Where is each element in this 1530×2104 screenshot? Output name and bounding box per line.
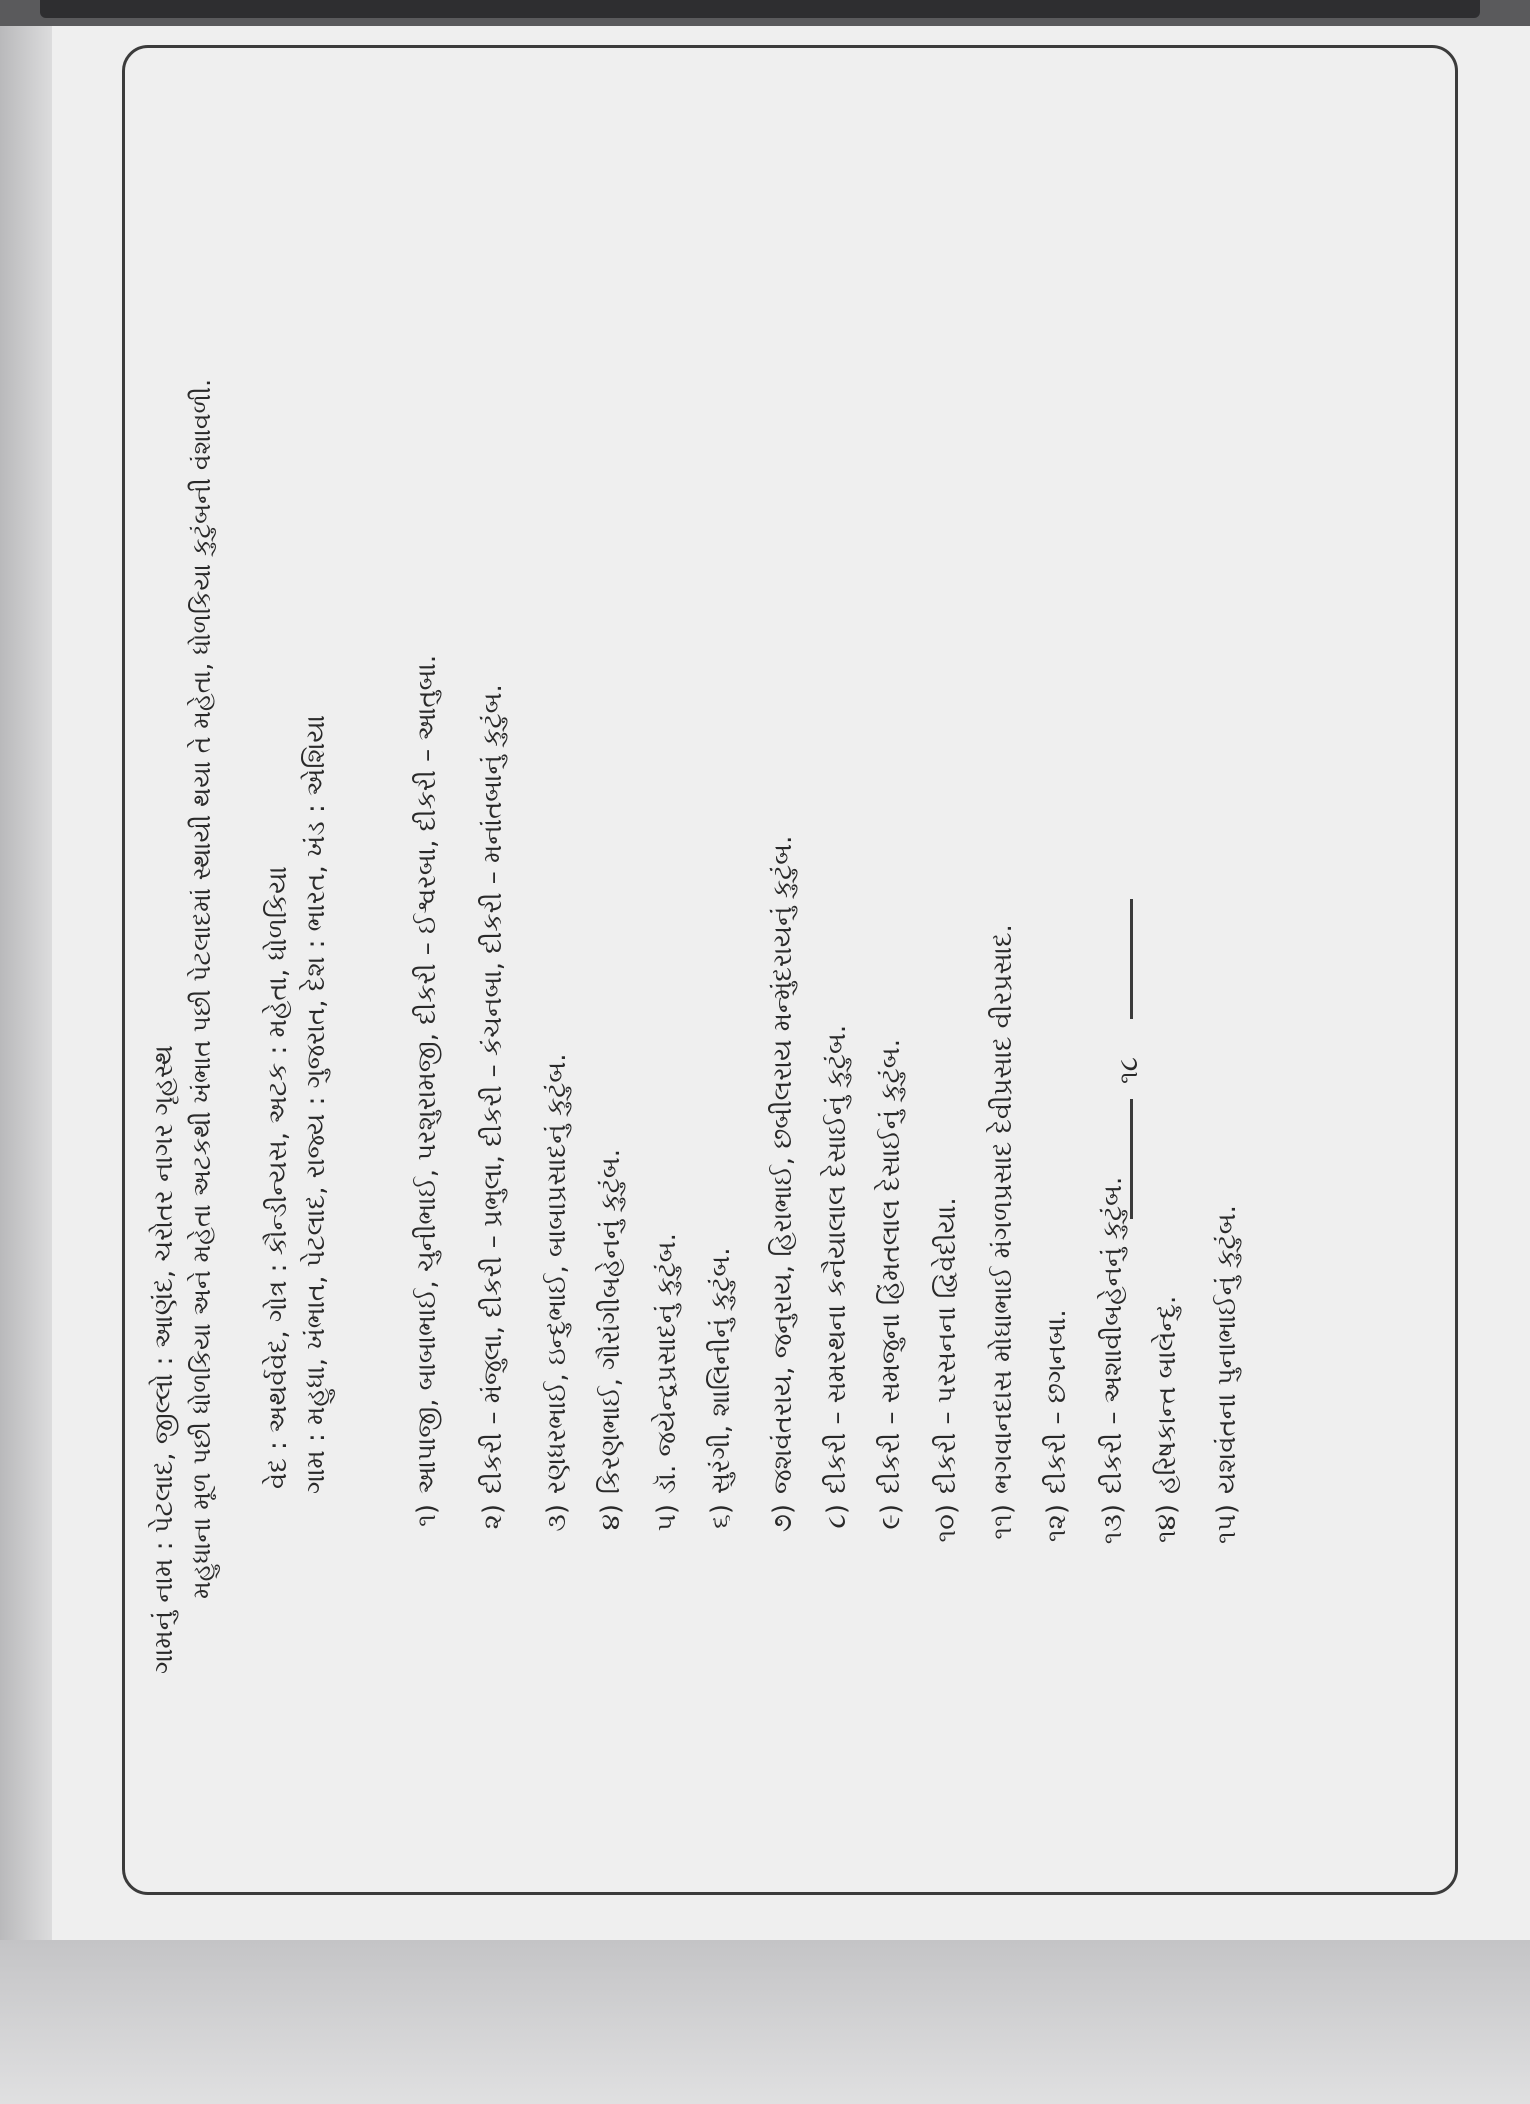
list-item-number: ૪)	[596, 1504, 626, 1531]
list-item-text: હરિષકાન્ત બાલેન્દુ.	[1152, 1295, 1182, 1494]
list-item-number: ૫)	[652, 1504, 682, 1532]
list-item-text: દીકરી – અશાવીબહેનનું કુટુંબ.	[1098, 1176, 1128, 1494]
list-item-text: રણધરભાઈ, ઇન્દુભાઈ, બાબાપ્રસાદનું કુટુંબ.	[542, 1053, 572, 1494]
list-item-number: ૭)	[768, 1504, 798, 1533]
list-item-number: ૬)	[706, 1504, 736, 1529]
list-item-text: દીકરી – સમરથના કનૈયાલાલ દેસાઈનું કુટુંબ.	[822, 1024, 852, 1494]
list-item-text: દીકરી – સમજુના હિંમતલાલ દેસાઈનું કુટુંબ.	[876, 1039, 906, 1494]
list-item-text: યશવંતના પુનાભાઈનું કુટુંબ.	[1212, 1205, 1242, 1494]
list-item-number: ૧૪)	[1152, 1504, 1182, 1544]
page-number-rule-right	[1130, 899, 1133, 1019]
list-item-text: દીકરી – છગનબા.	[1042, 1309, 1072, 1494]
page-number-rule-left	[1130, 1099, 1133, 1219]
heading-line-1: ગામનું નામ : પેટલાદ, જીલ્લો : આણંદ, ચરોતર નાગર ગૃહસ્થ	[149, 1045, 179, 1674]
list-item-text: આપાજી, બાબાભાઈ, ચુનીભાઈ, પરશુરામજી, દીકરી – ઈશ્વરબા, દીકરી – આતુબા.	[412, 654, 442, 1494]
list-item-number: ૧૫)	[1212, 1504, 1242, 1544]
list-item-number: ૨)	[478, 1504, 508, 1530]
list-item-number: ૧૩)	[1098, 1504, 1128, 1545]
list-item-number: ૧૦)	[932, 1504, 962, 1543]
list-item-text: કિરણભાઈ, ગૌરાંગીબહેનનું કુટુંબ.	[596, 1148, 626, 1494]
list-item-number: ૩)	[542, 1504, 572, 1532]
list-item-text: દીકરી – પરસનના દ્વિવેદીયા.	[932, 1197, 962, 1494]
list-item-text: સુરંગી, શાલિનીનું કુટુંબ.	[706, 1247, 736, 1494]
list-item-text: ભગવાનદાસ મોઘાભાઈ મંગળપ્રસાદ દેવીપ્રસાદ વીરપ્રસાદ.	[988, 924, 1018, 1494]
list-item-text: ડૉ. જયેન્દ્રપ્રસાદનું કુટુંબ.	[652, 1233, 682, 1494]
scan-top-edge	[0, 0, 1530, 26]
heading-line-2: મહુધાના મૂળ પછી ધોળકિયા અને મહેતા અટકથી ખંભાત પછી પેટલાદમાં સ્થાયી થયા તે મહેતા, ધોળકિયા કુટુંબની વંશાવળી.	[187, 378, 216, 1599]
scan-top-edge-inner	[40, 0, 1480, 18]
rotated-content	[0, 104, 1530, 2104]
meta-line-1: વેદ : અથર્વવેદ, ગોત્ર : કૌન્ડીન્યસ, અટક : મહેતા, ધોળકિયા	[263, 866, 293, 1489]
list-item-number: ૮)	[822, 1504, 852, 1529]
list-item-text: જશવંતરાય, જનુરાય, હિરાભાઈ, છબીલરાય મન્મુંદરાયનું કુટુંબ.	[768, 835, 798, 1494]
list-item-text: દીકરી – મંજુલા, દીકરી – પ્રભુલા, દીકરી – કંચનબા, દીકરી – મનાંતબાનું કુટુંબ.	[478, 684, 508, 1494]
list-item-number: ૧)	[412, 1504, 442, 1527]
list-item-number: ૧૨)	[1042, 1504, 1072, 1543]
list-item-number: ૧૧)	[988, 1504, 1018, 1540]
list-item-number: ૯)	[876, 1504, 906, 1530]
page-number: ૧૮	[1114, 1056, 1144, 1084]
meta-line-2: ગામ : મહુધા, ખંભાત, પેટલાદ, રાજ્ય : ગુજરાત, દેશ : ભારત, ખંડ : એશિયા	[301, 715, 331, 1494]
